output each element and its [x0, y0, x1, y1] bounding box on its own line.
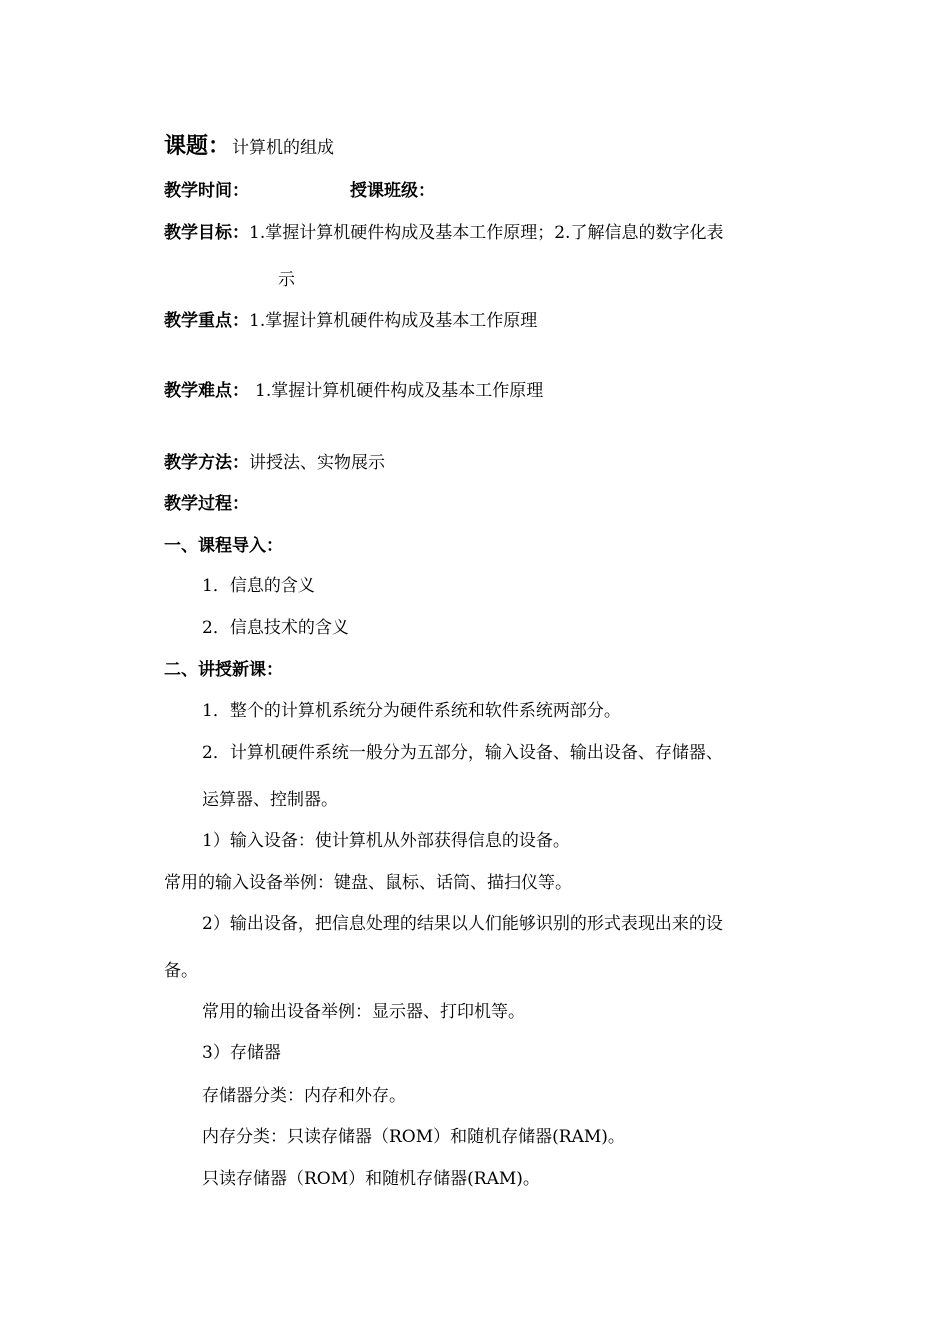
section1-item: 2．信息技术的含义: [202, 618, 349, 638]
class-label: 授课班级：: [350, 181, 435, 201]
difficulty-label: 教学难点：: [164, 381, 249, 401]
key-point-label: 教学重点：: [164, 311, 249, 331]
goals-text-2: 示: [278, 270, 295, 290]
section1-heading: 一、课程导入：: [164, 536, 283, 556]
title-line: [164, 135, 334, 159]
section2-paragraph: 运算器、控制器。: [202, 790, 338, 810]
output-device-examples: 常用的输出设备举例：显示器、打印机等。: [202, 1002, 525, 1022]
input-device-examples: 常用的输入设备举例：键盘、鼠标、话筒、描扫仪等。: [164, 873, 572, 893]
storage-heading: 3）存储器: [202, 1043, 281, 1063]
input-device-definition: 1）输入设备：使计算机从外部获得信息的设备。: [202, 831, 570, 851]
section1-item: 1．信息的含义: [202, 576, 315, 596]
method-label: 教学方法：: [164, 453, 249, 473]
storage-classes: 存储器分类：内存和外存。: [202, 1086, 406, 1106]
method-value: 讲授法、实物展示: [249, 453, 385, 473]
title-value: 计算机的组成: [232, 138, 335, 158]
section2-paragraph: 2．计算机硬件系统一般分为五部分，输入设备、输出设备、存储器、: [202, 743, 723, 763]
memory-classes: 内存分类：只读存储器（ROM）和随机存储器(RAM)。: [202, 1127, 625, 1147]
difficulty-value: 1.掌握计算机硬件构成及基本工作原理: [255, 381, 544, 401]
output-device-definition: 2）输出设备，把信息处理的结果以人们能够识别的形式表现出来的设: [202, 914, 723, 934]
memory-types: 只读存储器（ROM）和随机存储器(RAM)。: [202, 1169, 540, 1189]
goals-label: 教学目标：: [164, 223, 249, 243]
key-point-line: [164, 310, 537, 332]
section2-paragraph: 1．整个的计算机系统分为硬件系统和软件系统两部分。: [202, 701, 621, 721]
section2-heading: 二、讲授新课：: [164, 660, 283, 680]
output-device-definition: 备。: [164, 961, 198, 981]
difficulty-line: [164, 380, 543, 402]
time-label: 教学时间：: [164, 181, 249, 201]
key-point-value: 1.掌握计算机硬件构成及基本工作原理: [249, 311, 538, 331]
goals-line: [164, 222, 723, 244]
process-label: 教学过程：: [164, 494, 249, 514]
goals-text-1: 1.掌握计算机硬件构成及基本工作原理；2.了解信息的数字化表: [249, 223, 724, 243]
title-label: 课题：: [164, 133, 231, 159]
method-line: [164, 452, 385, 474]
